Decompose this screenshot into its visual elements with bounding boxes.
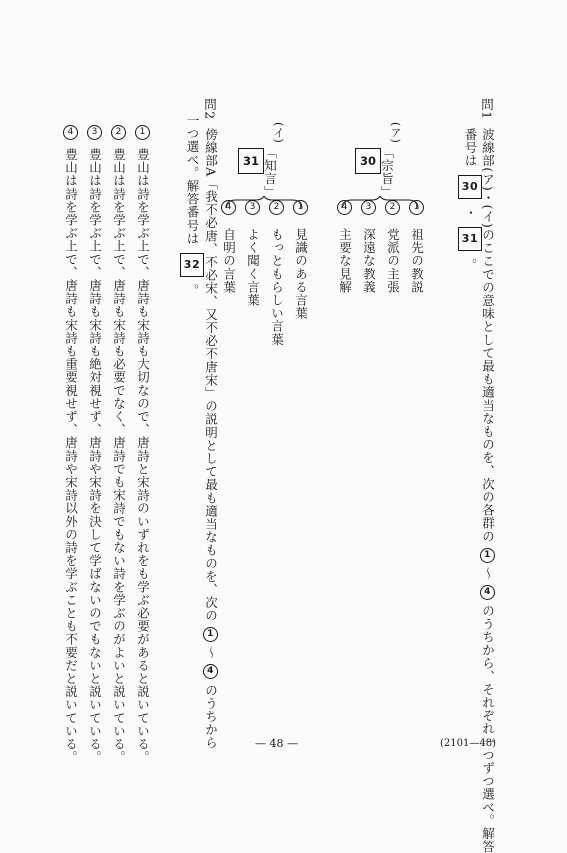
- q1a-option-3-text: 深遠な教義: [361, 228, 377, 294]
- answer-box-31: 31: [458, 227, 482, 251]
- circled-1-icon: 1: [203, 627, 218, 642]
- q1a-answer-box: 30: [355, 148, 381, 174]
- q2-option-3-text: 豊山は詩を学ぶ上で、唐詩も宋詩も絶対視せず、唐詩や宋詩を決して学ばないのでもないと説いている。: [87, 148, 103, 764]
- q1-prompt-text-b: のうちから、それぞれ一つずつ選べ。解答: [480, 604, 496, 853]
- q1a-option-4-number-icon: 4: [337, 200, 352, 215]
- q1b-option-2-number-icon: 2: [269, 200, 284, 215]
- period: 。: [185, 284, 200, 298]
- period: 。: [463, 258, 478, 272]
- tilde: 〜: [203, 646, 219, 660]
- q1b-option-4-text: 自明の言葉: [221, 228, 237, 294]
- q1a-option-3-number-icon: 3: [361, 200, 376, 215]
- q1a-option-2-number-icon: 2: [385, 200, 400, 215]
- q1b-option-3-number-icon: 3: [245, 200, 260, 215]
- q1a-label: (ア): [389, 122, 402, 144]
- q1a-word: 「宗旨」: [379, 146, 395, 199]
- exam-code: (2101—48): [440, 738, 496, 749]
- q1b-option-2-text: もっともらしい言葉: [269, 228, 285, 346]
- q1a-option-2-text: 党派の主張: [385, 228, 401, 294]
- page-number: — 48 —: [255, 737, 298, 750]
- q1b-option-1-text: 見識のある言葉: [293, 228, 309, 320]
- q1b-brace: [224, 196, 304, 212]
- q1a-brace: [340, 196, 420, 212]
- q2-option-4-text: 豊山は詩を学ぶ上で、唐詩も宋詩も重要視せず、唐詩や宋詩以外の詩を学ぶことも不要だと説いている。: [63, 148, 79, 764]
- q1-prompt-text: 波線部(ア)・(イ)のここでの意味として最も適当なものを、次の各群の: [480, 128, 496, 543]
- q2-option-2-text: 豊山は詩を学ぶ上で、唐詩も宋詩も必要でなく、唐詩でも宋詩でもない詩を学ぶのがよいと説いている。: [111, 148, 127, 764]
- circled-4-icon: 4: [480, 585, 495, 600]
- q1b-option-3-text: よく聞く言葉: [245, 228, 261, 307]
- q2-option-1-number-icon: 1: [135, 125, 150, 140]
- q1a-option-4-text: 主要な見解: [337, 228, 353, 294]
- circled-4-icon: 4: [203, 664, 218, 679]
- tilde: 〜: [480, 567, 496, 581]
- q1b-option-1-number-icon: 1: [293, 200, 308, 215]
- q1-prompt-line2: [458, 128, 482, 272]
- q1b-answer-box: 31: [238, 148, 264, 174]
- q1b-word: 「知言」: [262, 146, 278, 199]
- q2-option-2-number-icon: 2: [111, 125, 126, 140]
- circled-1-icon: 1: [480, 548, 495, 563]
- q2-prompt-line2: [180, 114, 204, 297]
- q1b-option-4-number-icon: 4: [221, 200, 236, 215]
- answer-number-label: 番号は: [463, 128, 478, 168]
- answer-box-30: 30: [458, 175, 482, 199]
- separator-dot: ・: [463, 206, 478, 220]
- q2-number: 問2: [202, 98, 218, 120]
- q2-option-4-number-icon: 4: [63, 125, 78, 140]
- q1b-label: (イ): [272, 122, 285, 144]
- q2-prompt-text-b: のうちから: [203, 683, 219, 750]
- q2-option-1-text: 豊山は詩を学ぶ上で、唐詩も宋詩も大切なので、唐詩と宋詩のいずれをも学ぶ必要があると説いている。: [135, 148, 151, 764]
- q1a-option-1-number-icon: 1: [409, 200, 424, 215]
- q2-prompt-line1: [203, 128, 218, 749]
- q1a-option-1-text: 祖先の教説: [409, 228, 425, 294]
- q2-prompt-text: 傍線部A「我不必唐、不必宋、又不必不唐宋」の説明として最も適当なものを、次の: [203, 128, 219, 623]
- q2-option-3-number-icon: 3: [87, 125, 102, 140]
- q1-number: 問1: [479, 98, 495, 120]
- answer-box-32: 32: [180, 253, 204, 277]
- q2-instruction: 一つ選べ。解答番号は: [185, 114, 200, 245]
